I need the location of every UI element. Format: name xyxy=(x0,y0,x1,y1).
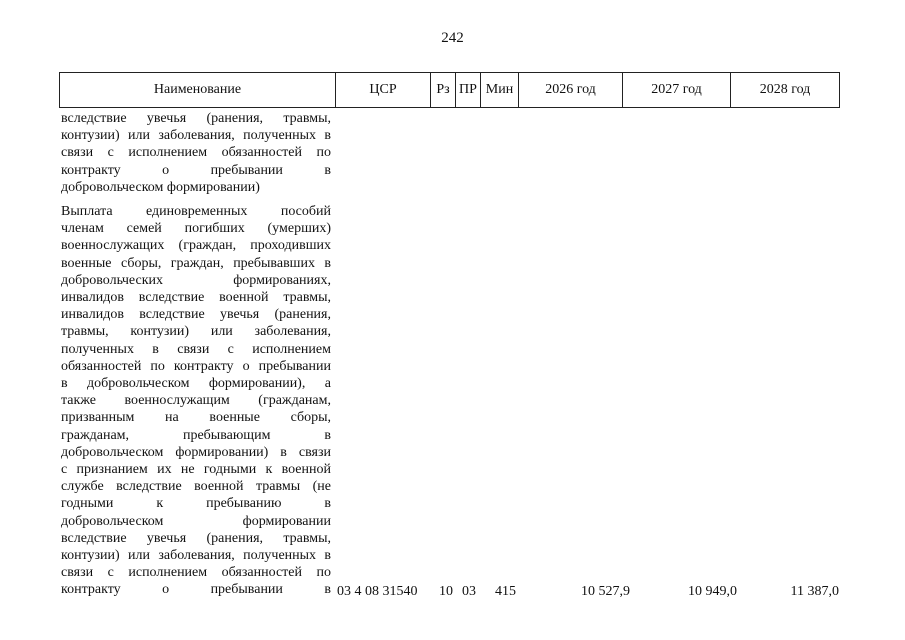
text-line: контузии) или заболевания, полученных в xyxy=(61,128,331,144)
header-year-2027: 2027 год xyxy=(623,73,731,107)
text-line: травмы, контузии) или заболевания, xyxy=(61,324,331,340)
header-csr: ЦСР xyxy=(336,73,431,107)
text-line: обязанностей по контракту о пребывании xyxy=(61,358,331,374)
text-line: также военнослужащим (гражданам, xyxy=(61,393,331,409)
cell-year-2026: 10 527,9 xyxy=(581,584,630,599)
header-year-2026: 2026 год xyxy=(519,73,623,107)
text-line: службе вследствие военной травмы (не xyxy=(61,479,331,495)
text-line: добровольческом формировании) в связи xyxy=(61,444,331,460)
text-line: в добровольческом формировании), а xyxy=(61,376,331,392)
text-line: военные сборы, граждан, пребывавших в xyxy=(61,255,331,271)
text-line: контракту о пребывании в xyxy=(61,582,331,598)
text-line: связи с исполнением обязанностей по xyxy=(61,145,331,161)
cell-rz: 10 xyxy=(439,584,453,599)
header-name: Наименование xyxy=(60,73,336,107)
cell-csr: 03 4 08 31540 xyxy=(337,584,418,599)
table-row-description xyxy=(61,203,331,599)
text-line: военнослужащих (граждан, проходивших xyxy=(61,238,331,254)
table-row-values xyxy=(0,583,905,601)
table-header xyxy=(59,72,840,108)
page-number: 242 xyxy=(441,30,464,46)
text-line: контузии) или заболевания, полученных в xyxy=(61,548,331,564)
text-line: добровольческом формировании) xyxy=(61,179,260,195)
text-line: годными к пребыванию в xyxy=(61,496,331,512)
text-line: призванным на военные сборы, xyxy=(61,410,331,426)
header-pr: ПР xyxy=(456,73,481,107)
text-line: с признанием их не годными к военной xyxy=(61,462,331,478)
text-line: полученных в связи с исполнением xyxy=(61,341,331,357)
header-rz: Рз xyxy=(431,73,456,107)
text-line: членам семей погибших (умерших) xyxy=(61,221,331,237)
text-line: гражданам, пребывающим в xyxy=(61,427,331,443)
text-line: связи с исполнением обязанностей по xyxy=(61,565,331,581)
text-line: вследствие увечья (ранения, травмы, xyxy=(61,530,331,546)
text-line: инвалидов вследствие военной травмы, xyxy=(61,290,331,306)
cell-min: 415 xyxy=(495,584,516,599)
text-line: Выплата единовременных пособий xyxy=(61,204,331,219)
cell-pr: 03 xyxy=(462,584,476,599)
cell-year-2027: 10 949,0 xyxy=(688,584,737,599)
text-line: вследствие увечья (ранения, травмы, xyxy=(61,111,331,126)
text-line: контракту о пребывании в xyxy=(61,162,331,178)
cell-year-2028: 11 387,0 xyxy=(790,584,839,599)
header-year-2028: 2028 год xyxy=(759,82,811,97)
text-line: инвалидов вследствие увечья (ранения, xyxy=(61,307,331,323)
text-line: добровольческих формированиях, xyxy=(61,272,331,288)
text-line: добровольческом формировании xyxy=(61,513,331,529)
table-row-continued-description xyxy=(61,110,331,196)
header-min: Мин xyxy=(481,73,519,107)
